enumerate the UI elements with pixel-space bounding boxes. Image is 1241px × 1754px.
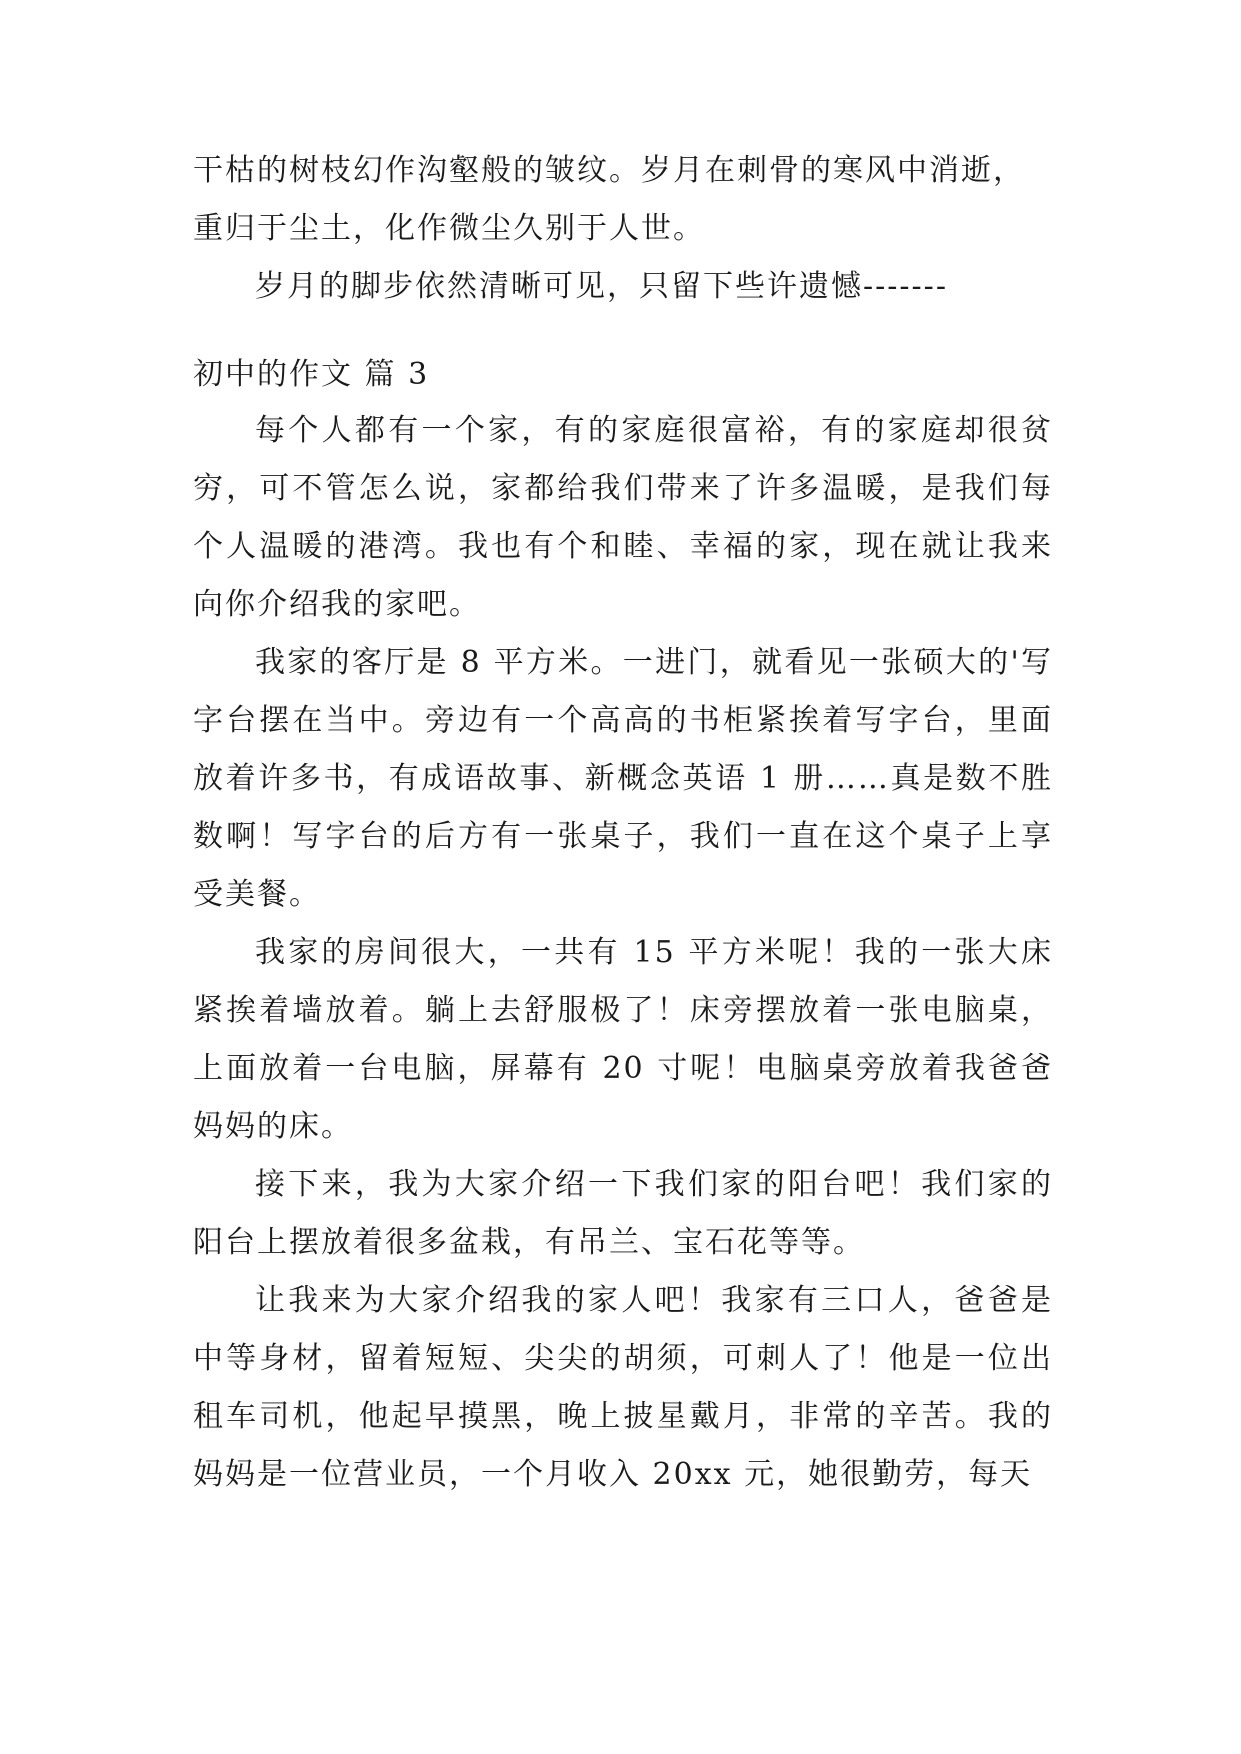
continued-line-2: 重归于尘土，化作微尘久别于人世。 — [193, 211, 705, 246]
continued-line-1: 干枯的树枝幻作沟壑般的皱纹。岁月在刺骨的寒风中消逝， — [193, 153, 1025, 188]
closing-paragraph: 岁月的脚步依然清晰可见，只留下些许遗憾------- — [255, 269, 948, 304]
paragraph-2: 我家的客厅是 8 平方米。一进门，就看见一张硕大的'写字台摆在当中。旁边有一个高高的书柜紧挨着写字台，里面放着许多书，有成语故事、新概念英语 1 册……真是数不胜数啊！写字台的后方有一张桌子，我们一直在这个桌子上享受美餐。 — [193, 645, 1053, 912]
section-title: 初中的作文 篇 3 — [193, 357, 430, 392]
paragraph-3: 我家的房间很大，一共有 15 平方米呢！我的一张大床紧挨着墙放着。躺上去舒服极了！床旁摆放着一张电脑桌，上面放着一台电脑，屏幕有 20 寸呢！电脑桌旁放着我爸爸妈妈的床。 — [193, 935, 1053, 1144]
paragraph-1: 每个人都有一个家，有的家庭很富裕，有的家庭却很贫穷，可不管怎么说，家都给我们带来了许多温暖，是我们每个人温暖的港湾。我也有个和睦、幸福的家，现在就让我来向你介绍我的家吧。 — [193, 413, 1053, 622]
paragraph-4: 接下来，我为大家介绍一下我们家的阳台吧！我们家的阳台上摆放着很多盆栽，有吊兰、宝石花等等。 — [193, 1167, 1053, 1260]
paragraph-5: 让我来为大家介绍我的家人吧！我家有三口人，爸爸是中等身材，留着短短、尖尖的胡须，可刺人了！他是一位出租车司机，他起早摸黑，晚上披星戴月，非常的辛苦。我的妈妈是一位营业员，一个月收入 20xx 元，她很勤劳，每天 — [193, 1283, 1053, 1492]
continued-text — [193, 142, 1053, 316]
essay-body — [193, 402, 1053, 1504]
